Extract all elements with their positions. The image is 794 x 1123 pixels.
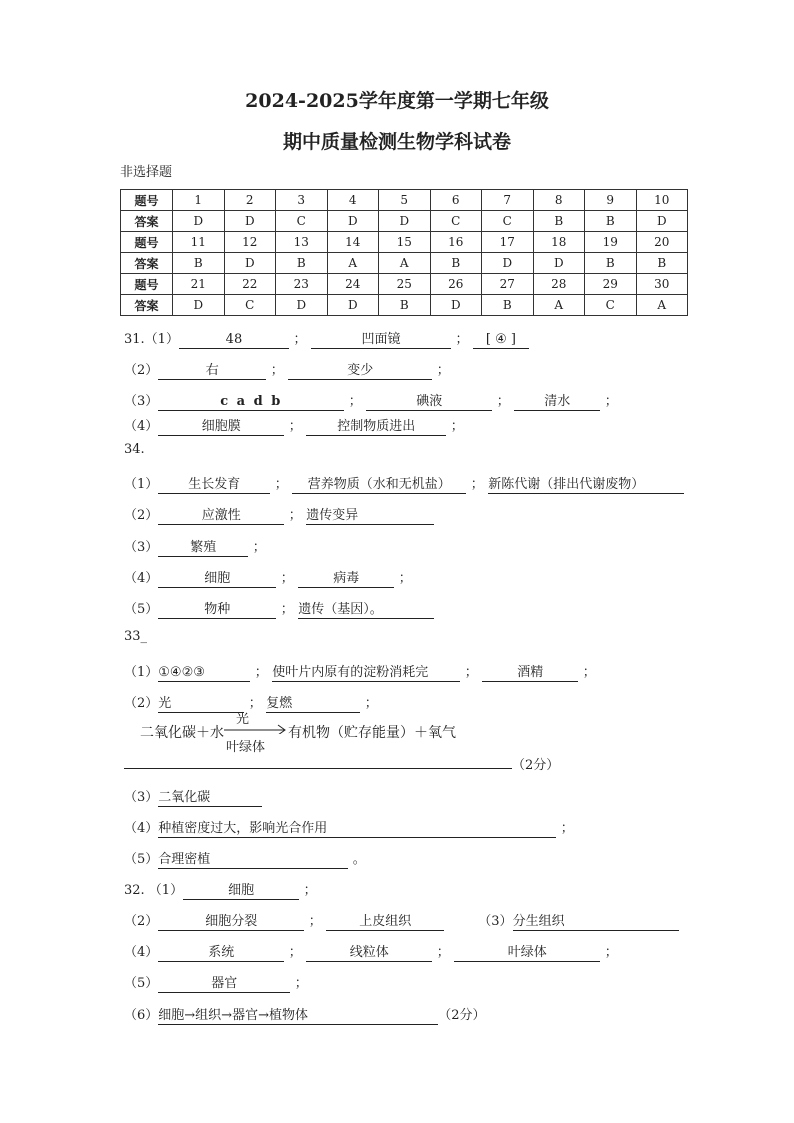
table-cell: 10 (636, 190, 688, 211)
table-cell: B (276, 253, 328, 274)
table-cell: B (585, 253, 637, 274)
q33-line4: （4）种植密度过大，影响光合作用 ； (124, 821, 574, 836)
q33-1-c: 酒精 (482, 665, 578, 682)
table-cell: B (585, 211, 637, 232)
q31-2-b: 变少 (288, 363, 432, 380)
table-cell: D (224, 211, 276, 232)
table-cell: D (430, 295, 482, 316)
eq-above: 光 (236, 712, 250, 727)
q33-equation-line: （2分） (124, 754, 559, 773)
answer-table-row (121, 253, 688, 274)
row-header: 题号 (121, 274, 173, 295)
table-cell: B (173, 253, 225, 274)
row-header: 答案 (121, 295, 173, 316)
q34-1-b: 营养物质（水和无机盐） (292, 477, 466, 494)
answer-table (120, 189, 688, 316)
q32-line1: 32. （1） 细胞 ； (124, 883, 317, 898)
q34-1-c: 新陈代谢（排出代谢废物） (488, 477, 684, 494)
table-cell: 21 (173, 274, 225, 295)
answer-table-row (121, 274, 688, 295)
table-cell: D (173, 211, 225, 232)
answer-table-row (121, 232, 688, 253)
table-cell: 18 (533, 232, 585, 253)
table-cell: C (224, 295, 276, 316)
eq-arrow (224, 722, 288, 734)
eq-right: 有机物（贮存能量）＋氧气 (288, 725, 456, 741)
table-cell: 25 (379, 274, 431, 295)
table-cell: 23 (276, 274, 328, 295)
table-cell: A (327, 253, 379, 274)
table-cell: 22 (224, 274, 276, 295)
table-cell: 7 (482, 190, 534, 211)
q34-line4: （4） 细胞 ； 病毒 ； (124, 571, 412, 586)
table-cell: 1 (173, 190, 225, 211)
q33-1-a: ①④②③ (158, 665, 250, 682)
table-cell: 27 (482, 274, 534, 295)
q31-3-c: 清水 (514, 394, 600, 411)
table-cell: 20 (636, 232, 688, 253)
table-cell: D (224, 253, 276, 274)
q34-5-a: 物种 (158, 602, 276, 619)
answer-table-row (121, 190, 688, 211)
q33-3-a: 二氧化碳 (158, 790, 262, 807)
row-header: 题号 (121, 190, 173, 211)
q31-3-a: c a d b (158, 394, 344, 411)
q34-1-a: 生长发育 (158, 477, 270, 494)
q34-4-a: 细胞 (158, 571, 276, 588)
q31-line3: （3） c a d b ； 碘液 ； 清水 ； (124, 394, 618, 409)
q34-2-b: 遗传变异 (306, 508, 434, 525)
q34-line5: （5） 物种 ； 遗传（基因）。 (124, 598, 434, 619)
q32-3-a: 分生组织 (513, 914, 679, 931)
q32-line5: （5） 器官 ； (124, 976, 308, 991)
q31-1-b: 凹面镜 (311, 332, 451, 349)
table-cell: 8 (533, 190, 585, 211)
q32-line6: （6）细胞→组织→器官→植物体 （2分） (124, 1008, 486, 1023)
table-cell: 12 (224, 232, 276, 253)
table-cell: C (276, 211, 328, 232)
table-cell: D (379, 211, 431, 232)
table-cell: 5 (379, 190, 431, 211)
table-cell: C (430, 211, 482, 232)
row-header: 答案 (121, 253, 173, 274)
q33-line1: （1）①④②③ ； 使叶片内原有的淀粉消耗完 ； 酒精 ； (124, 665, 596, 680)
q32-6-a: 细胞→组织→器官→植物体 (158, 1008, 438, 1025)
q33-1-b: 使叶片内原有的淀粉消耗完 (272, 665, 460, 682)
table-cell: 17 (482, 232, 534, 253)
q31-2-a: 右 (158, 363, 266, 380)
q32-5-a: 器官 (158, 976, 290, 993)
table-cell: B (379, 295, 431, 316)
table-cell: B (636, 253, 688, 274)
table-cell: 11 (173, 232, 225, 253)
q33-2-a: 光 (158, 696, 244, 713)
q34-label: 34. (124, 442, 145, 457)
row-header: 答案 (121, 211, 173, 232)
q33-2-b: 复燃 (266, 696, 360, 713)
table-cell: D (276, 295, 328, 316)
q32-4-b: 线粒体 (306, 945, 432, 962)
eq-below: 叶绿体 (226, 740, 266, 755)
table-cell: B (430, 253, 482, 274)
q32-4-c: 叶绿体 (454, 945, 600, 962)
title-line1: 2024-2025学年度第一学期七年级 (245, 90, 549, 112)
q34-5-b: 遗传（基因）。 (298, 602, 434, 619)
table-cell: 4 (327, 190, 379, 211)
q32-1-a: 细胞 (183, 883, 299, 900)
table-cell: D (482, 253, 534, 274)
q34-2-a: 应激性 (158, 508, 284, 525)
q31-4-a: 细胞膜 (158, 419, 284, 436)
q32-line4: （4） 系统 ； 线粒体 ； 叶绿体 ； (124, 945, 618, 960)
q31-3-b: 碘液 (366, 394, 492, 411)
table-cell: 30 (636, 274, 688, 295)
q34-line3: （3） 繁殖 ； (124, 540, 266, 555)
table-cell: 6 (430, 190, 482, 211)
table-cell: D (327, 211, 379, 232)
table-cell: 3 (276, 190, 328, 211)
table-cell: 15 (379, 232, 431, 253)
section-label: 非选择题 (120, 165, 173, 180)
table-cell: A (636, 295, 688, 316)
table-cell: B (533, 211, 585, 232)
table-cell: 24 (327, 274, 379, 295)
table-cell: A (533, 295, 585, 316)
table-cell: B (482, 295, 534, 316)
q31-line2: （2） 右 ； 变少 ； (124, 363, 450, 378)
q34-3-a: 繁殖 (158, 540, 248, 557)
q31-line1: 31.（1） 48 ； 凹面镜 ； [ ④ ] (124, 328, 529, 349)
q33-5-a: 合理密植 (158, 852, 348, 869)
table-cell: C (585, 295, 637, 316)
table-cell: 13 (276, 232, 328, 253)
answer-table-row (121, 211, 688, 232)
table-cell: D (327, 295, 379, 316)
q33-line2: （2）光 ； 复燃 ； (124, 696, 378, 711)
table-cell: D (636, 211, 688, 232)
table-cell: 28 (533, 274, 585, 295)
q31-4-b: 控制物质进出 (306, 419, 446, 436)
table-cell: 29 (585, 274, 637, 295)
row-header: 题号 (121, 232, 173, 253)
q34-line1: （1） 生长发育 ； 营养物质（水和无机盐） ； 新陈代谢（排出代谢废物） (124, 473, 684, 494)
q32-2-b: 上皮组织 (326, 914, 444, 931)
table-cell: A (379, 253, 431, 274)
title-line2: 期中质量检测生物学科试卷 (282, 131, 511, 153)
q32-4-a: 系统 (158, 945, 284, 962)
q32-line2: （2） 细胞分裂 ； 上皮组织 （3）分生组织 (124, 910, 679, 931)
table-cell: C (482, 211, 534, 232)
table-cell: 16 (430, 232, 482, 253)
q31-1-a: 48 (179, 332, 289, 349)
q31-1-c: [ ④ ] (473, 332, 529, 349)
table-cell: D (173, 295, 225, 316)
table-cell: 26 (430, 274, 482, 295)
table-cell: 9 (585, 190, 637, 211)
q33-4-a: 种植密度过大，影响光合作用 (158, 821, 556, 838)
q33-line3: （3）二氧化碳 (124, 786, 262, 807)
table-cell: D (533, 253, 585, 274)
q33-line5: （5）合理密植 。 (124, 852, 366, 867)
table-cell: 2 (224, 190, 276, 211)
eq-left: 二氧化碳＋水 (140, 725, 224, 741)
q32-2-a: 细胞分裂 (158, 914, 304, 931)
table-cell: 14 (327, 232, 379, 253)
q33-label: 33_ (124, 629, 148, 644)
q34-line2: （2） 应激性 ； 遗传变异 (124, 504, 434, 525)
q34-4-b: 病毒 (298, 571, 394, 588)
q31-line4: （4） 细胞膜 ； 控制物质进出 ； (124, 419, 464, 434)
answer-table-row (121, 295, 688, 316)
table-cell: 19 (585, 232, 637, 253)
